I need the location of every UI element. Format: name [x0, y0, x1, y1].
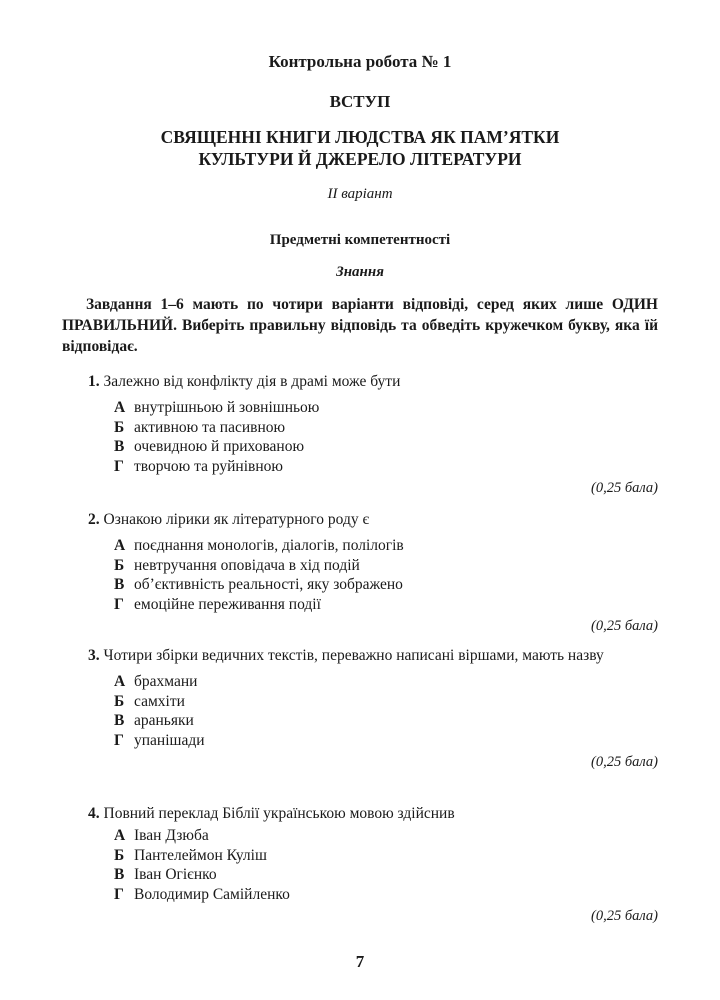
points-label: (0,25 бала) — [591, 480, 658, 496]
answer-option-v[interactable]: В об’єктивність реальності, яку зображено — [114, 576, 403, 593]
question-number: 1. — [88, 373, 100, 390]
task-instructions: Завдання 1–6 мають по чотири варіанти відповіді, серед яких лише ОДИН ПРАВИЛЬНИЙ. Виберіть правильну відповідь та обведіть кружечком букву, яка їй відповідає. — [62, 296, 658, 355]
answer-option-b[interactable]: Б активною та пасивною — [114, 418, 286, 436]
answer-option-a[interactable]: А Іван Дзюба — [114, 827, 209, 844]
question-number: 4. — [88, 805, 100, 822]
answer-options — [114, 398, 658, 476]
question-prompt: Залежно від конфлікту дія в драмі може бути — [103, 373, 401, 390]
topic-heading — [0, 126, 720, 170]
question-text — [88, 372, 658, 392]
answer-option-b[interactable]: Б Пантелеймон Куліш — [114, 846, 267, 864]
answer-options — [114, 672, 658, 750]
answer-option-b[interactable]: Б самхіти — [114, 692, 185, 710]
answer-option-v[interactable]: В араньяки — [114, 712, 194, 729]
answer-options — [114, 826, 658, 904]
answer-option-a[interactable]: А внутрішньою й зовнішньою — [114, 399, 320, 416]
question-prompt: Чотири збірки ведичних текстів, переважно написані віршами, мають назву — [103, 647, 604, 664]
question-2 — [62, 510, 658, 635]
question-prompt: Ознакою лірики як літературного роду є — [103, 511, 370, 528]
competence-heading: Предметні компетентності — [269, 232, 451, 248]
answer-option-h[interactable]: Г упанішади — [114, 731, 205, 749]
answer-option-v[interactable]: В Іван Огієнко — [114, 866, 217, 883]
variant-label: ІІ варіант — [327, 186, 393, 202]
answer-option-v[interactable]: В очевидною й прихованою — [114, 438, 305, 455]
points-label: (0,25 бала) — [591, 908, 658, 924]
question-1 — [62, 372, 658, 497]
answer-option-b[interactable]: Б невтручання оповідача в хід подій — [114, 556, 360, 574]
page-number: 7 — [355, 952, 365, 971]
question-prompt: Повний переклад Біблії українською мовою здійснив — [103, 805, 455, 822]
answer-option-a[interactable]: А поєднання монологів, діалогів, полілогів — [114, 537, 404, 554]
question-text — [88, 804, 658, 824]
question-4 — [62, 804, 658, 925]
topic-heading-line-1: СВЯЩЕННІ КНИГИ ЛЮДСТВА ЯК ПАМ’ЯТКИ — [160, 127, 560, 147]
test-title: Контрольна робота № 1 — [268, 52, 452, 71]
answer-option-h[interactable]: Г емоційне переживання події — [114, 595, 321, 613]
question-number: 3. — [88, 647, 100, 664]
section-title: ВСТУП — [329, 92, 391, 111]
answer-option-h[interactable]: Г Володимир Самійленко — [114, 885, 290, 903]
topic-heading-line-2: КУЛЬТУРИ Й ДЖЕРЕЛО ЛІТЕРАТУРИ — [198, 149, 522, 169]
question-text — [88, 510, 658, 530]
question-text — [62, 646, 658, 666]
points-label: (0,25 бала) — [591, 618, 658, 634]
answer-option-a[interactable]: А брахмани — [114, 673, 198, 690]
points-label: (0,25 бала) — [591, 754, 658, 770]
knowledge-heading: Знання — [336, 264, 384, 280]
question-3 — [62, 646, 658, 771]
answer-options — [114, 536, 658, 614]
answer-option-h[interactable]: Г творчою та руйнівною — [114, 457, 283, 475]
question-number: 2. — [88, 511, 100, 528]
